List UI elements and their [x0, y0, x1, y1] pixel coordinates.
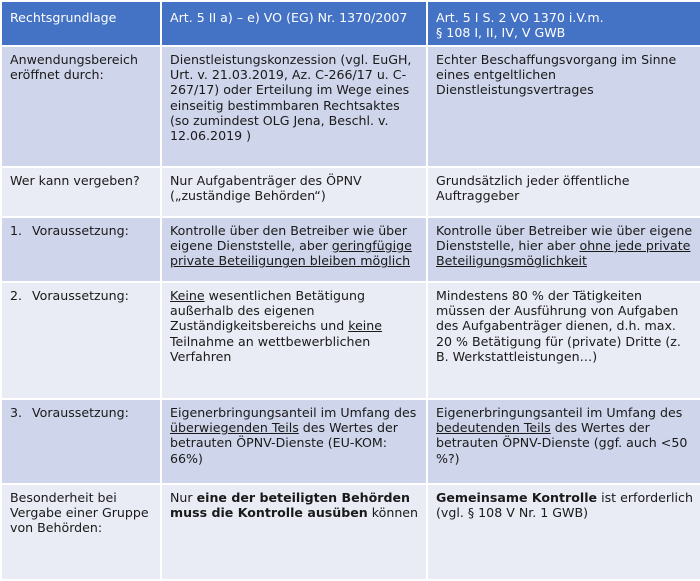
art5-voraussetzung-2: Keine wesentlichen Betätigung außerhalb des eigenen Zuständigkeitsbereichs und keine Teilnahme an wettbewerblichen Verfahren — [161, 282, 427, 399]
bold-text: eine der beteiligten Behörden muss die Kontrolle ausüben — [170, 490, 410, 521]
gwb-voraussetzung-2: Mindestens 80 % der Tätigkeiten müssen der Ausführung von Aufgaben des Aufgabenträger dienen, d.h. max. 20 % Betätigung für (private) Dritte (z. B. Werkstattleistungen…) — [427, 282, 700, 399]
label-wer-kann-vergeben: Wer kann vergeben? — [1, 167, 161, 217]
row-anwendungsbereich — [1, 46, 700, 167]
label-voraussetzung-2: 2. Voraussetzung: — [1, 282, 161, 399]
label-besonderheit: Besonderheit bei Vergabe einer Gruppe von Behörden: — [1, 484, 161, 580]
art5-besonderheit: Nur eine der beteiligten Behörden muss die Kontrolle ausüben können — [161, 484, 427, 580]
gwb-wer-kann-vergeben: Grundsätzlich jeder öffentliche Auftraggeber — [427, 167, 700, 217]
header-row — [1, 1, 700, 46]
underlined-text: geringfügige private Beteiligungen bleiben möglich — [170, 238, 412, 269]
art5-anwendungsbereich: Dienstleistungskonzession (vgl. EuGH, Urt. v. 21.03.2019, Az. C-266/17 u. C-267/17) oder Erteilung im Wege eines einseitig bestimmbaren Rechtsaktes (so zumindest OLG Jena, Beschl. v. 12.06.2019 ) — [161, 46, 427, 167]
header-rechtsgrundlage: Rechtsgrundlage — [1, 1, 161, 46]
header-gwb-line1: Art. 5 I S. 2 VO 1370 i.V.m. — [436, 10, 604, 25]
underlined-text: bedeutenden Teils — [436, 420, 551, 436]
row-besonderheit — [1, 484, 700, 580]
label-voraussetzung-1: 1. Voraussetzung: — [1, 217, 161, 282]
header-gwb — [427, 1, 700, 46]
row-voraussetzung-1 — [1, 217, 700, 282]
row-voraussetzung-2 — [1, 282, 700, 399]
gwb-voraussetzung-1: Kontrolle über Betreiber wie über eigene Dienststelle, hier aber ohne jede private Beteiligungsmöglichkeit — [427, 217, 700, 282]
underlined-text: Keine — [170, 288, 205, 303]
row-wer-kann-vergeben — [1, 167, 700, 217]
bold-text: Gemeinsame Kontrolle — [436, 490, 598, 505]
label-voraussetzung-3: 3. Voraussetzung: — [1, 399, 161, 484]
underlined-text: überwiegenden Teils — [170, 420, 299, 436]
label-anwendungsbereich: Anwendungsbereich eröffnet durch: — [1, 46, 161, 167]
row-voraussetzung-3 — [1, 399, 700, 484]
art5-voraussetzung-3: Eigenerbringungsanteil im Umfang des überwiegenden Teils des Wertes der betrauten ÖPNV-Dienste (EU-KOM: 66%) — [161, 399, 427, 484]
gwb-voraussetzung-3: Eigenerbringungsanteil im Umfang des bedeutenden Teils des Wertes der betrauten ÖPNV-Dienste (ggf. auch <50 %?) — [427, 399, 700, 484]
gwb-besonderheit: Gemeinsame Kontrolle ist erforderlich (vgl. § 108 V Nr. 1 GWB) — [427, 484, 700, 580]
art5-voraussetzung-1: Kontrolle über den Betreiber wie über eigene Dienststelle, aber geringfügige private Beteiligungen bleiben möglich — [161, 217, 427, 282]
underlined-text: keine — [348, 318, 383, 334]
gwb-anwendungsbereich: Echter Beschaffungsvorgang im Sinne eines entgeltlichen Dienstleistungsvertrages — [427, 46, 700, 167]
header-gwb-line2: § 108 I, II, IV, V GWB — [436, 25, 566, 41]
underlined-text: ohne jede private Beteiligungsmöglichkeit — [436, 238, 691, 269]
art5-wer-kann-vergeben: Nur Aufgabenträger des ÖPNV („zuständige Behörden“) — [161, 167, 427, 217]
header-art5-vo1370: Art. 5 II a) – e) VO (EG) Nr. 1370/2007 — [161, 1, 427, 46]
